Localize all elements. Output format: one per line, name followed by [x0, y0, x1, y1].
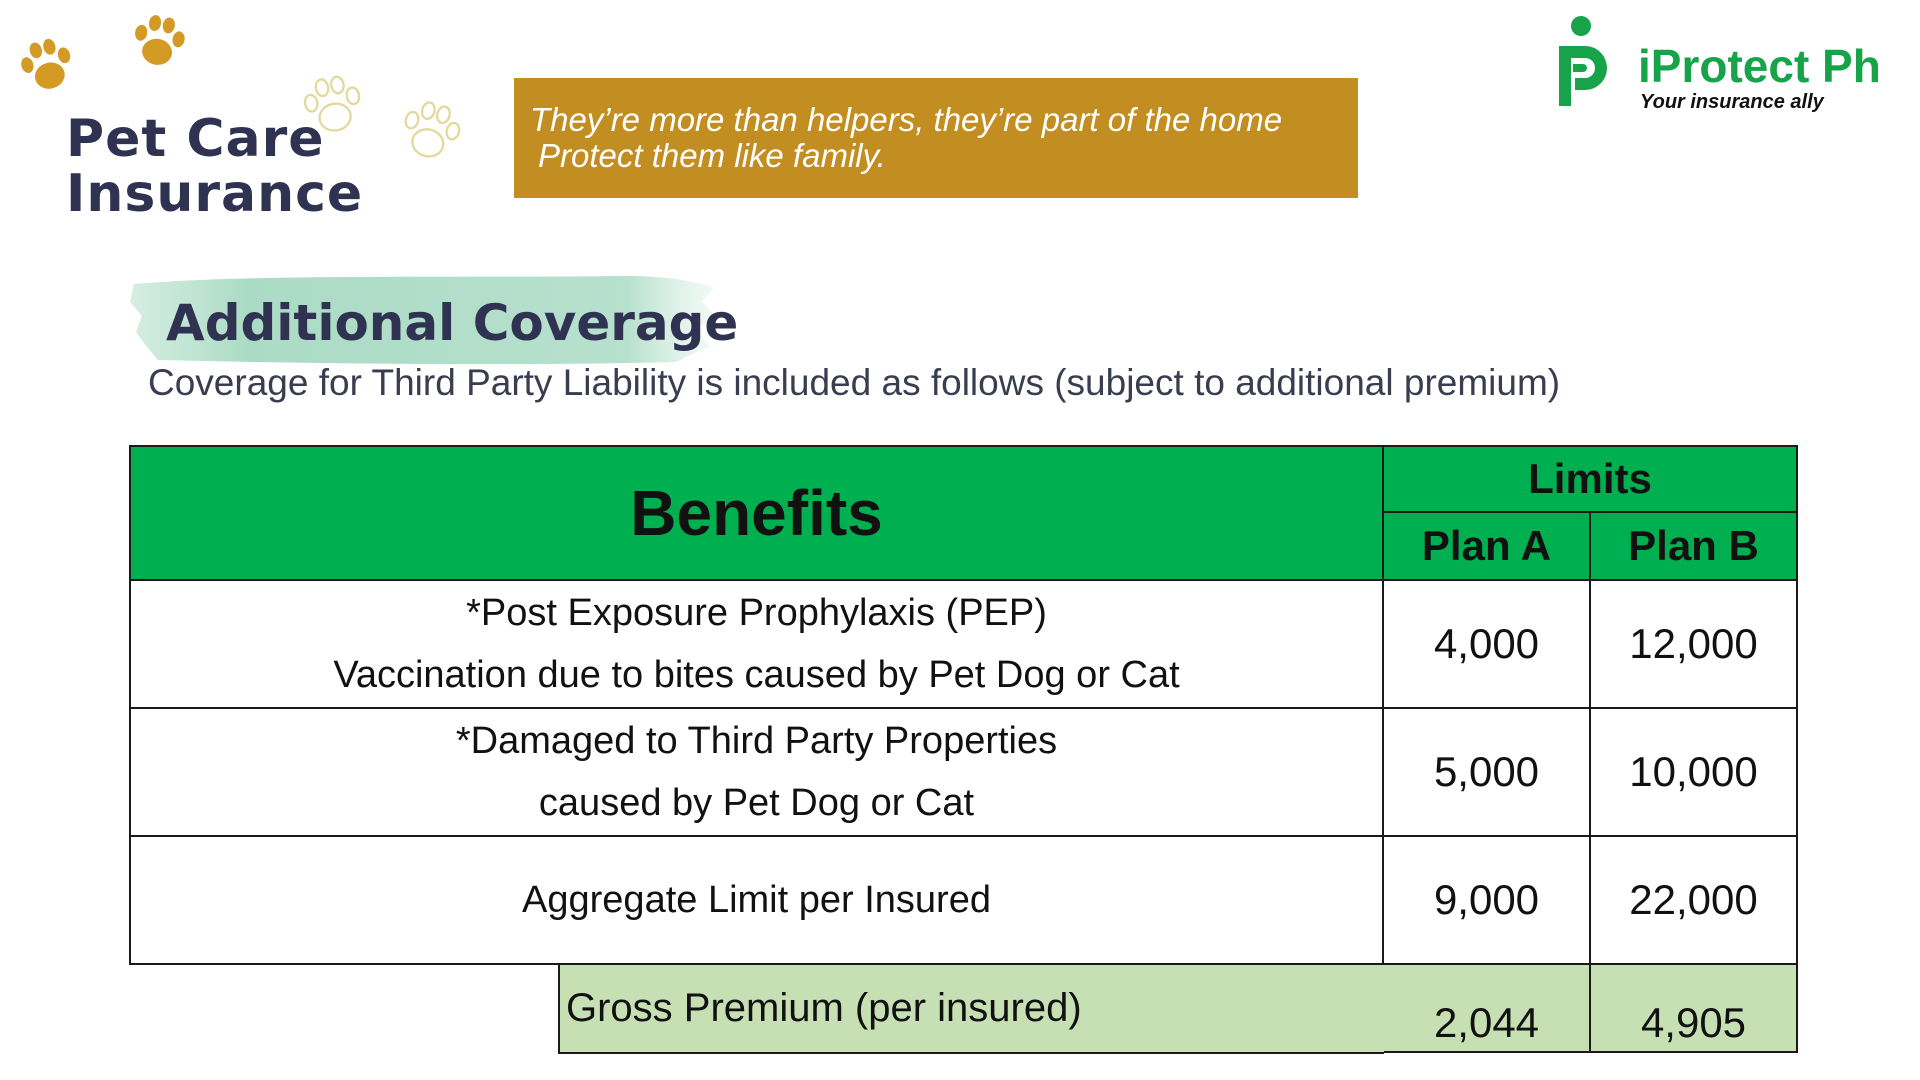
plan-b-limit: 12,000 [1590, 580, 1797, 708]
benefit-cell [130, 580, 1383, 708]
brand-name: iProtect Ph [1638, 40, 1881, 92]
section-heading: Additional Coverage [166, 294, 739, 352]
benefit-line: caused by Pet Dog or Cat [538, 782, 975, 824]
benefit-line: *Post Exposure Prophylaxis (PEP) [466, 592, 1047, 634]
plan-a-limit: 4,000 [1383, 580, 1590, 708]
page-title [66, 109, 364, 224]
plan-a-limit: 9,000 [1383, 836, 1590, 964]
brand-slogan: Your insurance ally [1640, 91, 1824, 113]
benefit-line: Aggregate Limit per Insured [522, 879, 991, 921]
premium-plan-b: 4,905 [1590, 964, 1797, 1052]
coverage-table [129, 445, 1798, 1053]
plan-b-limit: 10,000 [1590, 708, 1797, 836]
plan-b-limit: 22,000 [1590, 836, 1797, 964]
benefit-line: *Damaged to Third Party Properties [455, 720, 1058, 762]
premium-plan-a: 2,044 [1383, 964, 1590, 1052]
plan-a-limit: 5,000 [1383, 708, 1590, 836]
table-row [130, 580, 1797, 708]
table-row [130, 836, 1797, 964]
paw-outline-icon [392, 92, 470, 170]
section-subtitle: Coverage for Third Party Liability is included as follows (subject to additional premium) [148, 362, 1561, 403]
plan-b-header: Plan B [1590, 512, 1797, 580]
tagline-line-2: Protect them like family. [538, 137, 886, 174]
benefit-line: Vaccination due to bites caused by Pet Dog or Cat [333, 654, 1180, 696]
iprotect-logo-icon [1545, 12, 1617, 108]
premium-label: Gross Premium (per insured) [566, 986, 1082, 1030]
benefits-header: Benefits [130, 446, 1383, 580]
benefit-cell [130, 708, 1383, 836]
benefit-cell [130, 836, 1383, 964]
table-header-row [130, 446, 1797, 512]
tagline-line-1: They’re more than helpers, they’re part of the home [530, 101, 1283, 138]
table-row [130, 708, 1797, 836]
paw-icon [12, 30, 82, 100]
limits-header: Limits [1383, 446, 1797, 512]
premium-row [130, 964, 1797, 1052]
tagline-banner [514, 78, 1358, 198]
paw-icon [124, 6, 194, 76]
title-line-1: Pet Care [66, 109, 325, 169]
title-line-2: Insurance [66, 164, 364, 224]
plan-a-header: Plan A [1383, 512, 1590, 580]
premium-label-box [558, 963, 1384, 1054]
premium-spacer [130, 964, 1383, 1052]
